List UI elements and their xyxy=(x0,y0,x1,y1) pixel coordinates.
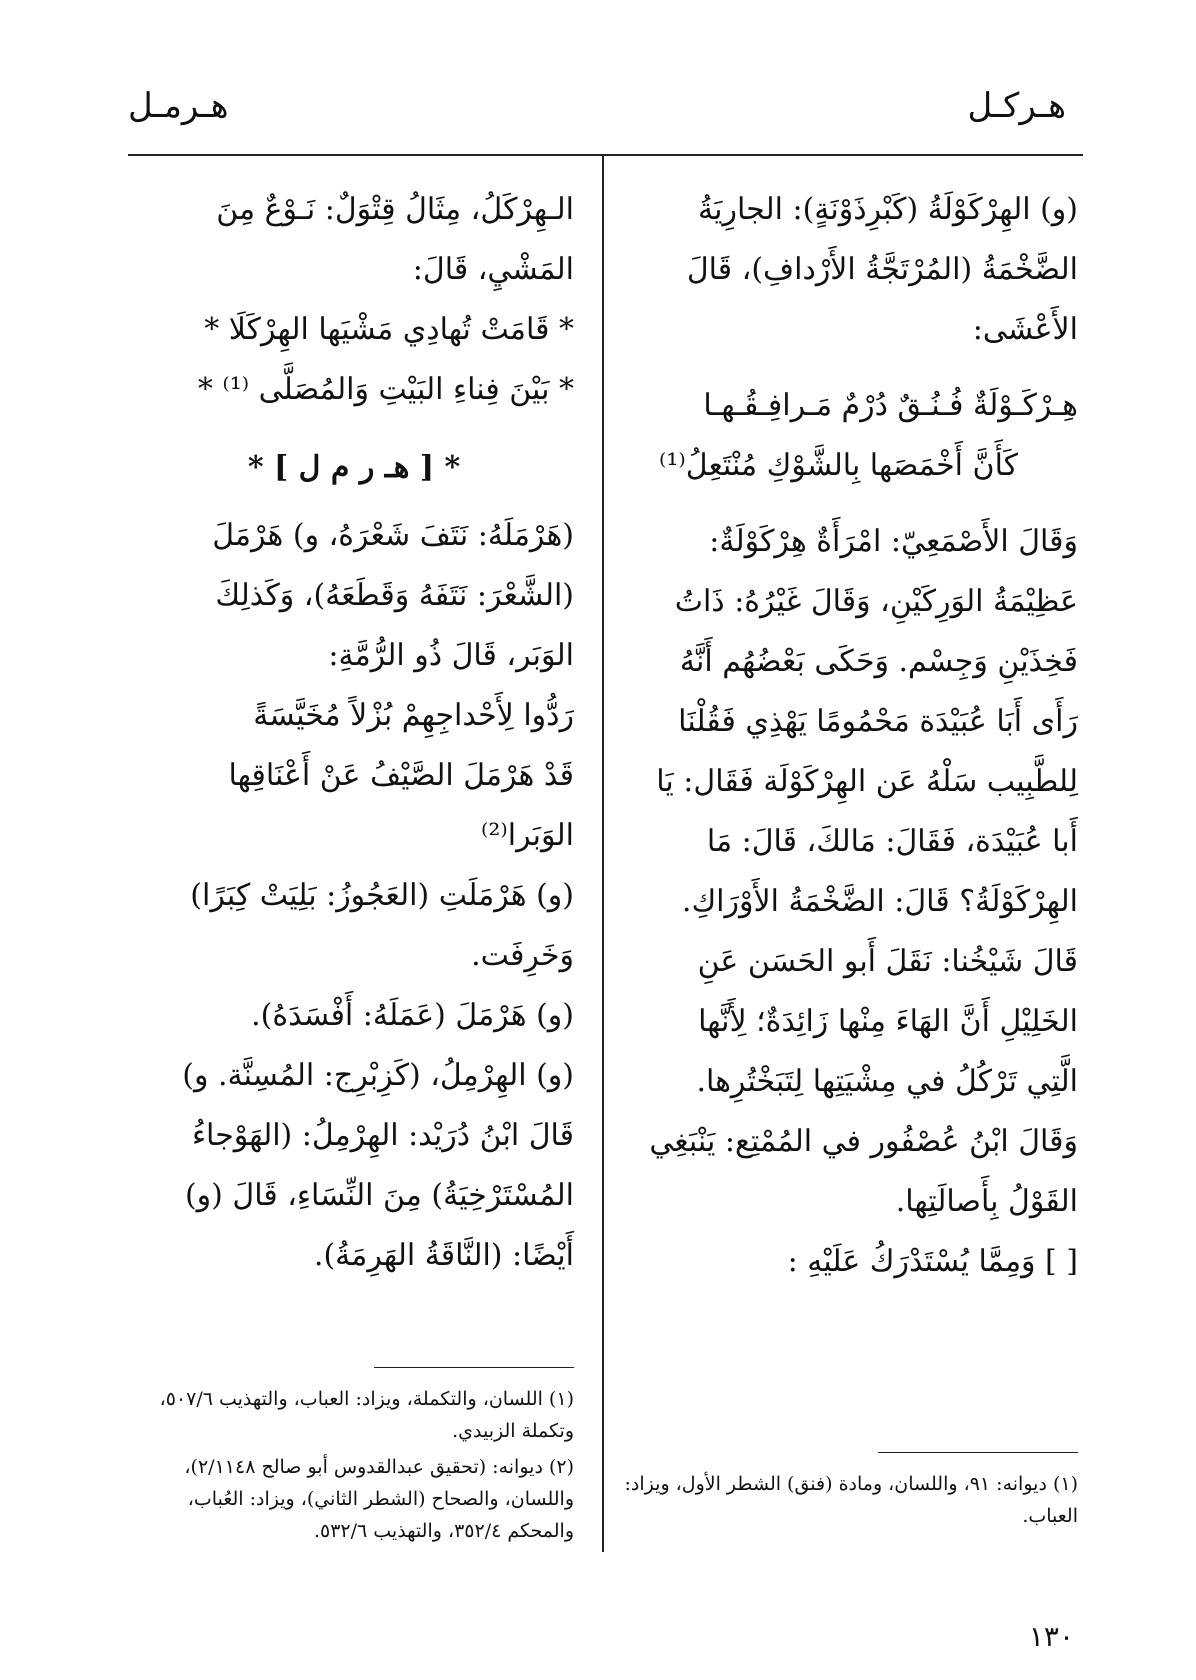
text-line: (و) الهِرْكَوْلَةُ (كَبْرِذَوْنَةٍ): الجارِيَةُ xyxy=(698,192,1078,227)
text-line: [ ] وَمِمَّا يُسْتَدْرَكُ عَلَيْهِ : xyxy=(787,1244,1078,1279)
spacer xyxy=(618,496,1078,512)
text-line: وَقَالَ ابْنُ عُصْفُور في المُمْتِع: يَنْبَغِي xyxy=(649,1124,1078,1159)
text-line: أَيْضًا: (النَّاقَةُ الهَرِمَةُ). xyxy=(313,1238,574,1273)
text-line: رَأَى أَبَا عُبَيْدَة مَحْمُومًا يَهْذِي فَقُلْنَا xyxy=(678,704,1078,739)
right-column xyxy=(618,180,1078,1292)
verse-line: * بَيْنَ فِناءِ البَيْتِ وَالمُصَلَّى ⁽¹⁾ * xyxy=(197,372,574,407)
text-line: الضَّخْمَةُ (المُرْتَجَّةُ الأَرْدافِ)، قَالَ xyxy=(686,252,1078,287)
text-line: المَشْيِ، قَالَ: xyxy=(412,252,574,287)
text-line: الَّتِي تَرْكُلُ في مِشْيَتِها لِتَبَخْتُرِها. xyxy=(696,1064,1078,1099)
verse-line: هِـرْكَـوْلَةٌ فُـنُـقٌ دُرْمٌ مَـرافِـقُـهـا xyxy=(703,388,1078,423)
verse-line: قَدْ هَرْمَلَ الصَّيْفُ عَنْ أَعْنَاقِها الوَبَرا⁽²⁾ xyxy=(228,758,574,853)
footnotes-right xyxy=(618,1468,1078,1536)
column-divider xyxy=(602,156,604,1552)
verse-line: * قَامَتْ تُهادِي مَشْيَها الهِرْكَلَا * xyxy=(204,312,574,347)
text-line: (و) هَرْمَلَتِ (العَجُوزُ: بَلِيَتْ كِبَرًا) xyxy=(190,878,574,913)
text-line: وَخَرِفَت. xyxy=(471,938,574,973)
footnotes-left xyxy=(134,1383,574,1551)
text-line: الـهِرْكَلُ، مِثَالُ قِتْوَلٌ: نَـوْعٌ مِنَ xyxy=(216,192,574,227)
text-line: قَالَ ابْنُ دُرَيْد: الهِرْمِلُ: (الهَوْجاءُ xyxy=(191,1118,574,1153)
text-line: أَبا عُبَيْدَة، فَقَالَ: مَالكَ، قَالَ: مَا xyxy=(706,824,1078,859)
text-line: فَخِذَيْنِ وَجِسْم. وَحَكَى بَعْضُهُم أَنَّهُ xyxy=(679,644,1078,679)
entry-heading: * [ هـ ر م ل ] * xyxy=(247,450,461,485)
running-header-left: هـرمـل xyxy=(128,86,229,126)
footnote-rule xyxy=(878,1452,1078,1453)
page-number: ١٣٠ xyxy=(1028,1620,1074,1653)
text-line: المُسْتَرْخِيَةُ) مِنَ النِّسَاءِ، قَالَ (و) xyxy=(184,1178,574,1213)
text-line: الوَبَر، قَالَ ذُو الرُّمَّةِ: xyxy=(328,638,574,673)
text-line: وَقَالَ الأَصْمَعِيّ: امْرَأَةٌ هِرْكَوْلَةٌ: xyxy=(709,524,1078,559)
footnote: (١) اللسان، والتكملة، ويزاد: العباب، والتهذيب ٥٠٧/٦، وتكملة الزبيدي. xyxy=(159,1388,574,1442)
verse-line: رَدُّوا لِأَحْداجِهِمْ بُزْلاً مُخَيَّسَةً xyxy=(253,698,574,733)
header-rule xyxy=(128,154,1083,156)
footnote-rule xyxy=(374,1367,574,1368)
footnote: (١) ديوانه: ٩١، واللسان، ومادة (فنق) الشطر الأول، ويزاد: العباب. xyxy=(624,1473,1078,1527)
text-line: الأَعْشَى: xyxy=(972,312,1078,347)
verse-line: كَأَنَّ أَخْمَصَها بِالشَّوْكِ مُنْتَعِلُ⁽¹⁾ xyxy=(658,448,1018,483)
text-line: (الشَّعْرَ: نَتَفَهُ وَقَطَعَهُ)، وَكَذلِكَ xyxy=(215,578,574,613)
text-line: الهِرْكَوْلَةُ؟ قَالَ: الضَّخْمَةُ الأَوْرَاكِ. xyxy=(681,884,1078,919)
text-line: الخَلِيْلِ أَنَّ الهَاءَ مِنْها زَائِدَةٌ؛ لِأَنَّها xyxy=(698,1004,1078,1039)
text-line: (و) هَرْمَلَ (عَمَلَهُ: أَفْسَدَهُ). xyxy=(251,998,574,1033)
text-line: القَوْلُ بِأَصالَتِها. xyxy=(895,1184,1078,1219)
text-line: (هَرْمَلَهُ: نَتَفَ شَعْرَهُ، و) هَرْمَلَ xyxy=(212,518,574,553)
left-column xyxy=(134,180,574,1286)
text-line: لِلطَّبِيب سَلْهُ عَن الهِرْكَوْلَة فَقَال: يَا xyxy=(656,764,1078,799)
spacer xyxy=(618,360,1078,376)
text-line: (و) الهِرْمِلُ، (كَزِبْرِج: المُسِنَّة. و) xyxy=(182,1058,574,1093)
text-line: قَالَ شَيْخُنا: نَقَلَ أَبو الحَسَن عَنِ xyxy=(697,944,1078,979)
footnote: (٢) ديوانه: (تحقيق عبدالقدوس أبو صالح ٢/١١٤٨)، واللسان، والصحاح (الشطر الثاني)، ويزاد: العُباب، والمحكم ٣٥٢/٤، والتهذيب ٥٣٢/٦. xyxy=(184,1456,574,1542)
running-header-right: هـركـل xyxy=(967,86,1066,126)
text-line: عَظِيْمَةُ الوَرِكَيْنِ، وَقَالَ غَيْرُهُ: ذَاتُ xyxy=(674,584,1078,619)
